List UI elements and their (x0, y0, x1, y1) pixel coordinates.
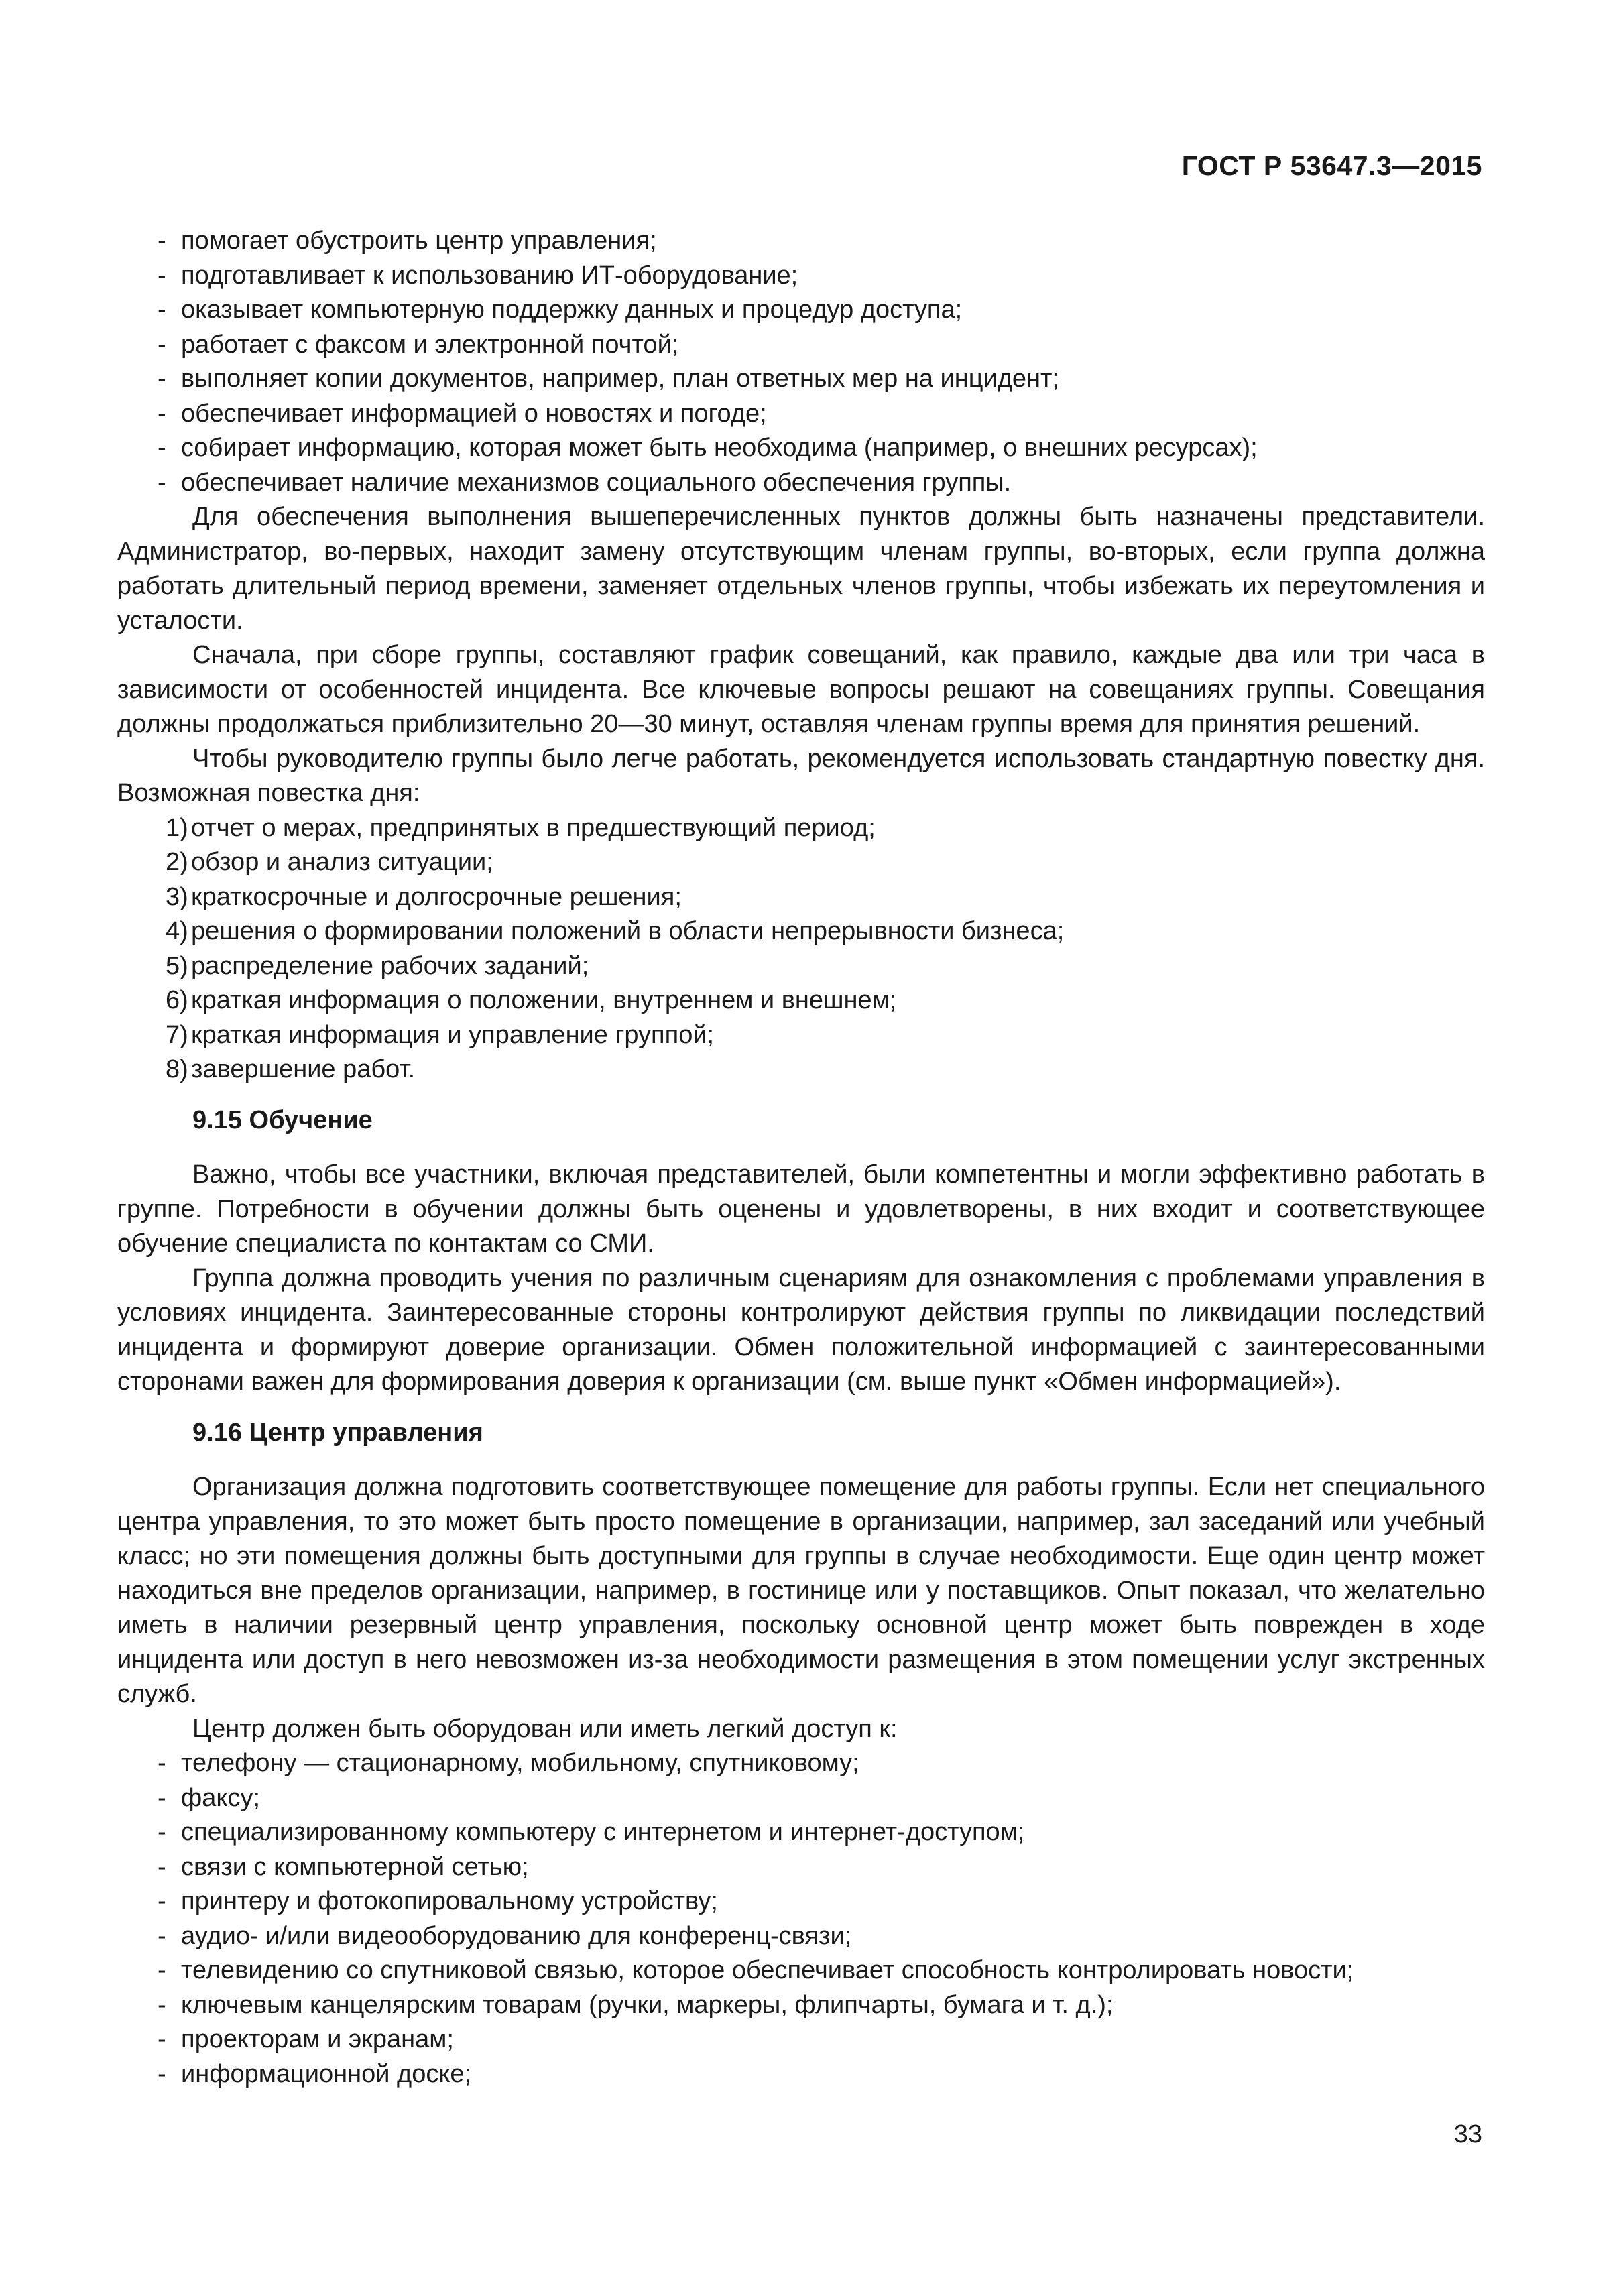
page-content (117, 224, 1485, 2092)
agenda-item: 3) краткосрочные и долгосрочные решения; (166, 882, 682, 911)
list-item: - факсу; (158, 1783, 261, 1812)
paragraph: Центр должен быть оборудован или иметь легкий доступ к: (192, 1714, 898, 1743)
duties-list (117, 224, 1485, 500)
agenda-item: 8) завершение работ. (166, 1055, 416, 1083)
paragraph: Для обеспечения выполнения вышеперечисленных пунктов должны быть назначены представители. Администратор, во-первых, находит замену отсутствующим членам группы, во-вторых, если группа должна работать длительный период времени, заменяет отдельных членов группы, чтобы избежать их переутомления и усталости. (117, 503, 1485, 635)
paragraph: Организация должна подготовить соответствующее помещение для работы группы. Если нет специального центра управления, то это может быть просто помещение в организации, например, зал заседаний или учебный класс; но эти помещения должны быть доступными для группы в случае необходимости. Еще один центр может находиться вне пределов организации, например, в гостинице или у поставщиков. Опыт показал, что желательно иметь в наличии резервный центр управления, поскольку основной центр может быть поврежден в ходе инцидента или доступ в него невозможен из-за необходимости размещения в этом помещении услуг экстренных служб. (117, 1473, 1485, 1708)
list-item: - подготавливает к использованию ИТ-оборудование; (158, 261, 798, 290)
paragraph: Группа должна проводить учения по различным сценариям для ознакомления с проблемами управления в условиях инцидента. Заинтересованные стороны контролируют действия группы по ликвидации последствий инцидента и формируют доверие организации. Обмен положительной информацией с заинтересованными сторонами важен для формирования доверия к организации (см. выше пункт «Обмен информацией»). (117, 1264, 1485, 1396)
list-item: - обеспечивает наличие механизмов социального обеспечения группы. (158, 468, 1012, 497)
list-item: - связи с компьютерной сетью; (158, 1852, 529, 1881)
agenda-item: 6) краткая информация о положении, внутреннем и внешнем; (166, 986, 897, 1014)
page-number: 33 (1453, 2120, 1482, 2149)
agenda-item: 7) краткая информация и управление группой; (166, 1020, 715, 1049)
agenda-item: 2) обзор и анализ ситуации; (166, 848, 493, 876)
list-item: - собирает информацию, которая может быть необходима (например, о внешних ресурсах); (158, 434, 1258, 462)
list-item: - работает с факсом и электронной почтой; (158, 330, 679, 359)
list-item: - проекторам и экранам; (158, 2025, 454, 2053)
list-item: - специализированному компьютеру с интернетом и интернет-доступом; (158, 1818, 1025, 1846)
document-header: ГОСТ Р 53647.3—2015 (1181, 150, 1482, 181)
list-item: - выполняет копии документов, например, план ответных мер на инцидент; (158, 365, 1059, 393)
paragraph: Важно, чтобы все участники, включая представителей, были компетентны и могли эффективно работать в группе. Потребности в обучении должны быть оценены и удовлетворены, в них входит и соответствующее обучение специалиста по контактам со СМИ. (117, 1160, 1485, 1258)
list-item: - принтеру и фотокопировальному устройству; (158, 1887, 718, 1915)
paragraph: Чтобы руководителю группы было легче работать, рекомендуется использовать стандартную повестку дня. Возможная повестка дня: (117, 744, 1485, 807)
section-heading-control-center: 9.16 Центр управления (192, 1418, 483, 1447)
list-item: - обеспечивает информацией о новостях и погоде; (158, 399, 767, 428)
paragraph: Сначала, при сборе группы, составляют график совещаний, как правило, каждые два или три часа в зависимости от особенностей инцидента. Все ключевые вопросы решают на совещаниях группы. Совещания должны продолжаться приблизительно 20—30 минут, оставляя членам группы время для принятия решений. (117, 641, 1485, 738)
list-item: - оказывает компьютерную поддержку данных и процедур доступа; (158, 296, 963, 324)
agenda-item: 5) распределение рабочих заданий; (166, 951, 589, 980)
agenda-item: 1) отчет о мерах, предпринятых в предшествующий период; (166, 813, 876, 842)
list-item: - информационной доске; (158, 2059, 472, 2088)
agenda-item: 4) решения о формировании положений в области непрерывности бизнеса; (166, 917, 1065, 945)
section-heading-training: 9.15 Обучение (192, 1105, 373, 1134)
list-item: - аудио- и/или видеооборудованию для конференц-связи; (158, 1921, 852, 1950)
agenda-list (117, 811, 1485, 1087)
list-item: - помогает обустроить центр управления; (158, 227, 657, 255)
list-item: - телефону — стационарному, мобильному, спутниковому; (158, 1749, 859, 1777)
list-item: - ключевым канцелярским товарам (ручки, маркеры, флипчарты, бумага и т. д.); (158, 1990, 1114, 2019)
list-item: - телевидению со спутниковой связью, которое обеспечивает способность контролировать новости; (158, 1956, 1354, 1984)
equipment-list (117, 1746, 1485, 2092)
